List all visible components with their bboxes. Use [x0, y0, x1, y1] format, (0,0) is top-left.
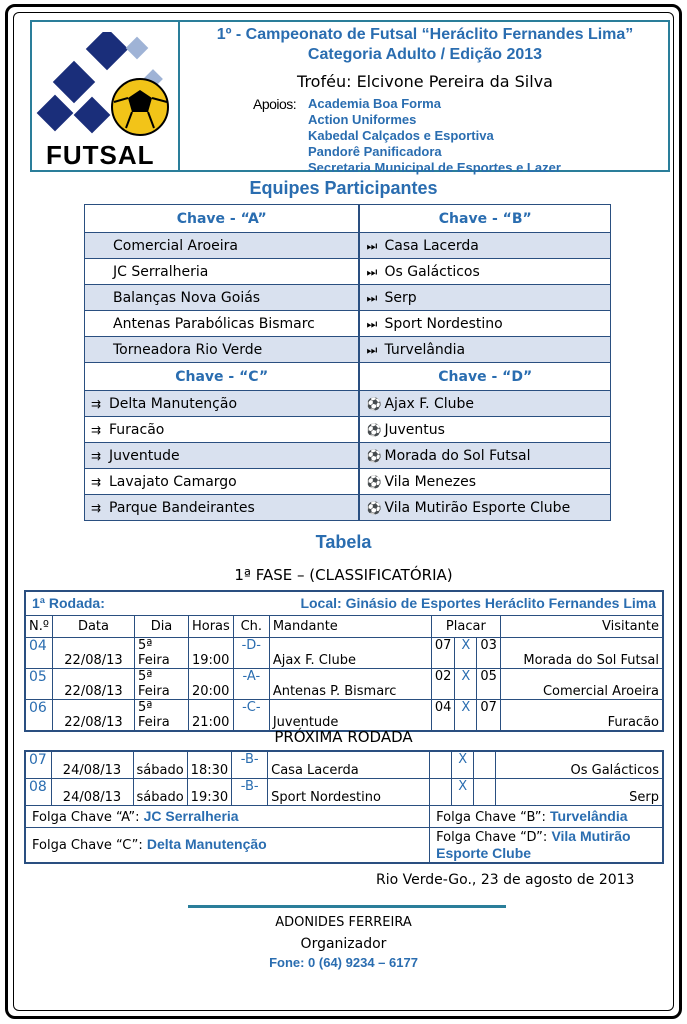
ball-icon: ⚽	[366, 422, 382, 437]
next-round-table	[24, 750, 664, 864]
col-away: Visitante	[500, 615, 663, 637]
bye-group-b: Folga Chave “B”: Turvelândia	[430, 805, 663, 827]
team-b: ⏭ Casa Lacerda	[359, 233, 610, 259]
sponsors-list	[308, 96, 561, 176]
organizer-phone: Fone: 0 (64) 9234 – 6177	[269, 955, 418, 970]
group-c-header: Chave - “C”	[85, 363, 360, 391]
arrows-icon: ⇉	[91, 396, 102, 411]
team-c: ⇉ Delta Manutenção	[85, 391, 360, 417]
venue-label: Local: Ginásio de Esportes Heráclito Fernandes Lima	[269, 591, 663, 615]
round-label: 1ª Rodada:	[25, 591, 269, 615]
col-home: Mandante	[269, 615, 431, 637]
sponsor-item: Kabedal Calçados e Esportiva	[308, 128, 494, 143]
skip-icon: ⏭	[366, 316, 378, 331]
futsal-ball-icon	[34, 32, 176, 142]
team-b: ⏭ Serp	[359, 285, 610, 311]
skip-icon: ⏭	[366, 238, 378, 253]
match-row: 05 22/08/13 5ª Feira 20:00 -A- Antenas P. Bismarc 02 X 05 Comercial Aroeira	[25, 668, 663, 699]
skip-icon: ⏭	[366, 342, 378, 357]
sponsors-label: Apoios:	[253, 96, 297, 112]
ball-icon: ⚽	[366, 474, 382, 489]
team-d: ⚽ Morada do Sol Futsal	[359, 443, 610, 469]
phase-title: 1ª FASE – (CLASSIFICATÓRIA)	[234, 566, 453, 584]
match-row: 04 22/08/13 5ª Feira 19:00 -D- Ajax F. Clube 07 X 03 Morada do Sol Futsal	[25, 637, 663, 668]
team-c: ⇉ Juventude	[85, 443, 360, 469]
next-round-title: PRÓXIMA RODADA	[274, 728, 413, 746]
skip-icon: ⏭	[366, 290, 378, 305]
signature-line	[188, 905, 506, 908]
bye-group-a: Folga Chave “A”: JC Serralheria	[25, 805, 430, 827]
team-d: ⚽ Juventus	[359, 417, 610, 443]
team-d: ⚽ Vila Mutirão Esporte Clube	[359, 495, 610, 521]
team-c: ⇉ Furacão	[85, 417, 360, 443]
ball-icon: ⚽	[366, 500, 382, 515]
match-row: 06 22/08/13 5ª Feira 21:00 -C- Juventude 04 X 07 Furacão	[25, 699, 663, 731]
sponsor-item: Action Uniformes	[308, 112, 417, 127]
team-a: Comercial Aroeira	[85, 233, 360, 259]
ball-icon: ⚽	[366, 448, 382, 463]
group-a-header: Chave - “A”	[85, 205, 360, 233]
team-a: Torneadora Rio Verde	[85, 337, 360, 363]
col-ch: Ch.	[233, 615, 269, 637]
team-a: Balanças Nova Goiás	[85, 285, 360, 311]
col-time: Horas	[188, 615, 233, 637]
arrows-icon: ⇉	[91, 422, 102, 437]
bye-group-d: Folga Chave “D”: Vila Mutirão Esporte Clube	[430, 827, 663, 863]
ball-icon: ⚽	[366, 396, 382, 411]
category-edition: Categoria Adulto / Edição 2013	[307, 46, 543, 63]
organizer-name: ADONIDES FERREIRA	[275, 915, 412, 930]
arrows-icon: ⇉	[91, 448, 102, 463]
team-c: ⇉ Parque Bandeirantes	[85, 495, 360, 521]
organizer-role: Organizador	[300, 936, 387, 952]
match-row: 08 24/08/13 sábado 19:30 -B- Sport Nordestino X Serp	[25, 778, 663, 805]
team-a: Antenas Parabólicas Bismarc	[85, 311, 360, 337]
logo-text: FUTSAL	[46, 140, 155, 170]
teams-table	[84, 204, 611, 521]
arrows-icon: ⇉	[91, 474, 102, 489]
team-d: ⚽ Ajax F. Clube	[359, 391, 610, 417]
team-c: ⇉ Lavajato Camargo	[85, 469, 360, 495]
matches-table	[24, 590, 664, 732]
schedule-title: Tabela	[315, 532, 372, 552]
championship-title: 1º - Campeonato de Futsal “Heráclito Fernandes Lima”	[216, 26, 634, 43]
team-a: JC Serralheria	[85, 259, 360, 285]
col-date: Data	[52, 615, 134, 637]
team-b: ⏭ Sport Nordestino	[359, 311, 610, 337]
col-score: Placar	[431, 615, 500, 637]
col-num: N.º	[25, 615, 52, 637]
place-date: Rio Verde-Go., 23 de agosto de 2013	[376, 872, 635, 888]
col-day: Dia	[134, 615, 188, 637]
match-row: 07 24/08/13 sábado 18:30 -B- Casa Lacerda X Os Galácticos	[25, 751, 663, 778]
group-b-header: Chave - “B”	[359, 205, 610, 233]
team-d: ⚽ Vila Menezes	[359, 469, 610, 495]
trophy-name: Troféu: Elcivone Pereira da Silva	[297, 72, 553, 91]
team-b: ⏭ Turvelândia	[359, 337, 610, 363]
sponsor-item: Secretaria Municipal de Esportes e Lazer	[308, 160, 561, 175]
team-b: ⏭ Os Galácticos	[359, 259, 610, 285]
bye-group-c: Folga Chave “C”: Delta Manutenção	[25, 827, 430, 863]
skip-icon: ⏭	[366, 264, 378, 279]
arrows-icon: ⇉	[91, 500, 102, 515]
sponsor-item: Academia Boa Forma	[308, 96, 441, 111]
group-d-header: Chave - “D”	[359, 363, 610, 391]
sponsor-item: Pandorê Panificadora	[308, 144, 442, 159]
futsal-logo	[30, 20, 180, 172]
teams-title: Equipes Participantes	[249, 178, 438, 198]
